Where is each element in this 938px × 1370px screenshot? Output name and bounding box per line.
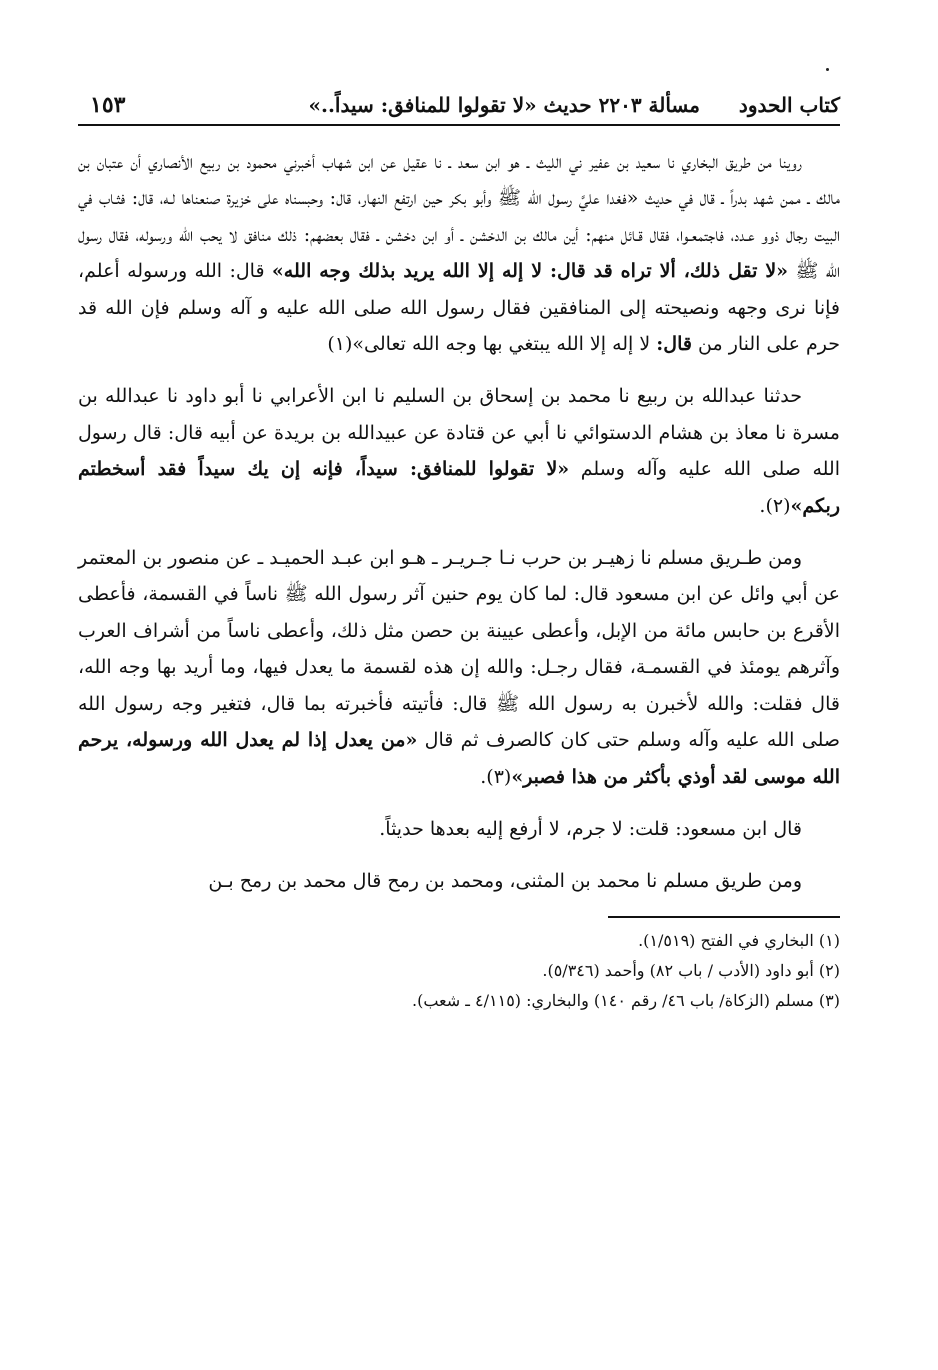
main-text [78, 144, 840, 900]
page-speck [826, 68, 829, 71]
page-number: ١٥٣ [90, 92, 126, 118]
paragraph: روينا من طريق البخاري نا سعيد بن عفير ني الليث ـ هو ابن سعد ـ نا عقيل عن ابن شهاب أخبرني محمود بن ربيع الأنصاري أن عتبان بن مالك ـ ممن شهد بدراً ـ قال في حديث «فغدا عليَّ رسول الله ﷺ وأبو بكر حين ارتفع النهار، قال: وحبسناه على خزيرة صنعناها لـه، قال: فثـاب في البيت رجال ذوو عـدد، فاجتمعـوا، فقال قـائل منهم: أين مالك بن الدخشن ـ أو ابن دخشن ـ فقال بعضهم: ذلك منافق لا يحب الله ورسوله، فقال رسول الله ﷺ «لا تقل ذلك، ألا تراه قد قال: لا إله إلا الله يريد بذلك وجه الله» قال: الله ورسوله أعلم، فإنا نرى وجهه ونصيحته إلى المنافقين فقال رسول الله صلى الله عليه و آله وسلم فإن الله قد حرم على النار من قال: لا إله إلا الله يبتغي بها وجه الله تعالى»(١) [78, 151, 840, 356]
paragraph: حدثنا عبدالله بن ربيع نا محمد بن إسحاق بن السليم نا ابن الأعرابي نا أبو داود نا عبدالله بن مسرة نا معاذ بن هشام الدستوائي نا أبي عن قتادة عن عبيدالله بن بريدة عن أبيه قال: قال رسول الله صلى الله عليه وآله وسلم «لا تقولوا للمنافق: سيداً، فإنه إن يك سيداً فقد أسخطتم ربكم»(٢). [78, 385, 840, 517]
paragraph: ومن طريق مسلم نا محمد بن المثنى، ومحمد بن رمح قال محمد بن رمح بـن [208, 870, 802, 893]
footnote: (٣) مسلم (الزكاة/ باب ٤٦/ رقم ١٤٠) والبخاري: (٤/١١٥ ـ شعب). [412, 990, 840, 1010]
footnotes [78, 926, 840, 1016]
paragraph: ومن طـريق مسلم نا زهيـر بن حرب نـا جـريـر ـ هـو ابن عبـد الحميـد ـ عن منصور بن المعتمر عن أبي وائل عن ابن مسعود قال: لما كان يوم حنين آثر رسول الله ﷺ ناساً في القسمة، فأعطى الأقرع بن حابس مائة من الإبل، وأعطى عيينة بن حصن مثل ذلك، وأعطى ناساً من أشراف العرب وآثرهم يومئذ في القسمـة، فقال رجـل: والله إن هذه لقسمة ما يعدل فيها، وما أريد بها وجه الله، قال فقلت: والله لأخبرن به رسول الله ﷺ قال: فأتيته فأخبرته بما قال، فتغير وجه رسول الله صلى الله عليه وآله وسلم حتى كان كالصرف ثم قال «من يعدل إذا لم يعدل الله ورسوله، يرحم الله موسى لقد أوذي بأكثر من هذا فصبر»(٣). [78, 547, 841, 788]
book-title: كتاب الحدود [738, 93, 840, 117]
running-header [78, 86, 840, 126]
footnote-divider [608, 916, 840, 918]
book-page [78, 86, 840, 1326]
paragraph: قال ابن مسعود: قلت: لا جرم، لا أرفع إليه بعدها حديثاً. [379, 817, 802, 840]
footnote: (١) البخاري في الفتح (١/٥١٩). [638, 930, 840, 950]
footnote: (٢) أبو داود (الأدب / باب ٨٢) وأحمد (٥/٣٤٦). [542, 960, 840, 980]
issue-title: مسألة ٢٢٠٣ حديث «لا تقولوا للمنافق: سيداً..» [308, 93, 700, 117]
